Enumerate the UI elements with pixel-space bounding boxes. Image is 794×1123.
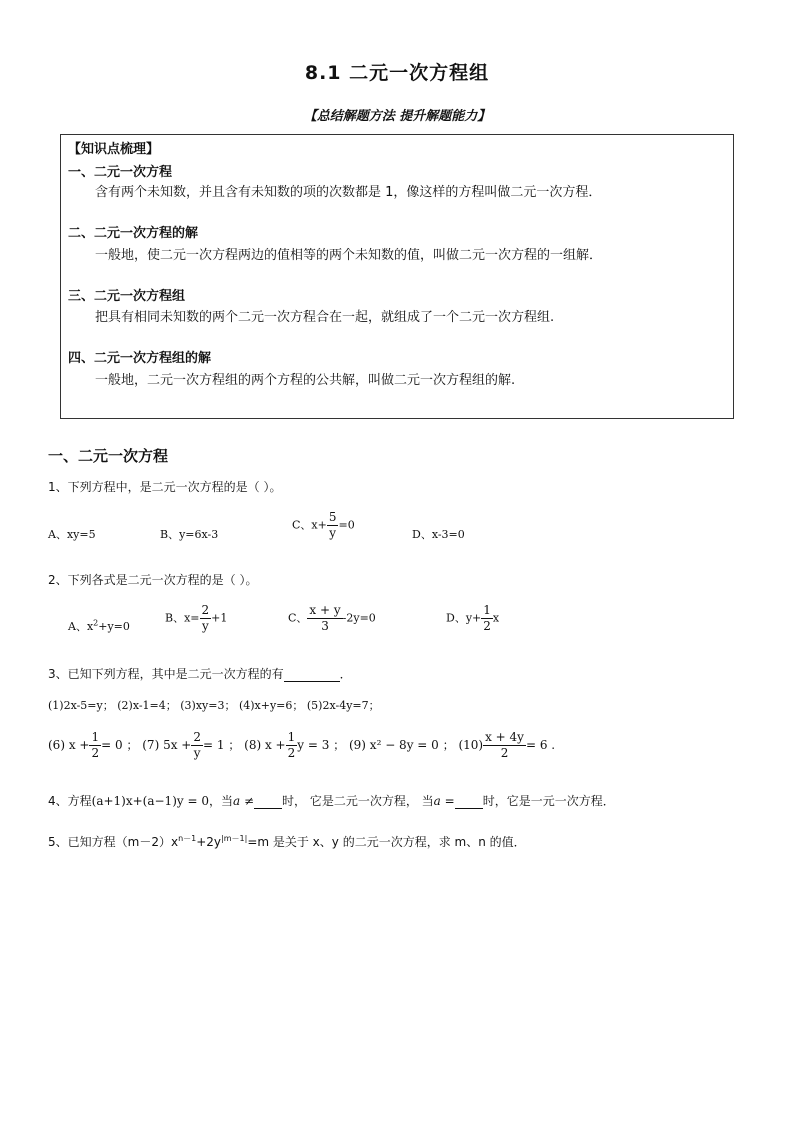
q1-c-pre: C、x+ <box>292 518 327 532</box>
q2-c-fraction <box>307 603 342 634</box>
q2-d-den: 2 <box>483 619 491 633</box>
q2-d-post: x <box>492 611 500 625</box>
question-1-stem: 1、下列方程中，是二元一次方程的是（ ）。 <box>48 480 282 494</box>
q3-e8-pre: (8) x + <box>244 738 286 752</box>
page-title: 8.1 二元一次方程组 <box>304 62 490 84</box>
q2-d-fraction <box>481 603 493 634</box>
q3-e8-fraction <box>286 730 298 761</box>
q4-cond-2: a = <box>433 794 455 808</box>
q1-option-a: A、xy=5 <box>48 528 96 541</box>
q2-b-num: 2 <box>201 603 210 617</box>
q3-e10-fraction <box>483 730 526 761</box>
q3-e10-pre: (10) <box>458 738 484 752</box>
knowledge-heading-4: 四、二元一次方程组的解 <box>68 351 212 366</box>
q2-option-d <box>446 603 499 634</box>
q5-exponent-2: |m－1| <box>221 834 248 843</box>
q3-e10-den: 2 <box>500 746 509 760</box>
question-5 <box>48 833 526 850</box>
q3-e7-pre: (7) 5x + <box>142 738 192 752</box>
knowledge-text-3: 把具有相同未知数的两个二元一次方程合在一起，就组成了一个二元一次方程组. <box>95 310 555 325</box>
q3-e7-den: y <box>193 746 201 760</box>
q4-p4: 时，它是一元一次方程． <box>482 794 615 808</box>
knowledge-text-2: 一般地，使二元一次方程两边的值相等的两个未知数的值，叫做二元一次方程的一组解． <box>95 248 603 263</box>
q3-e7-num: 2 <box>193 730 201 744</box>
q4-p1: 4、方程 <box>48 794 92 808</box>
q1-option-d: D、x-3=0 <box>412 528 465 541</box>
q2-d-pre: D、y+ <box>446 611 482 625</box>
knowledge-heading-2: 二、二元一次方程的解 <box>68 226 199 241</box>
q3-e6-fraction <box>89 730 101 761</box>
q3-stem-text: 3、已知下列方程，其中是二元一次方程的有 <box>48 667 284 681</box>
section-heading-1: 一、二元一次方程 <box>48 447 169 465</box>
q3-e7 <box>142 730 241 760</box>
q2-b-den: y <box>201 619 209 633</box>
q4-cond-1: a ≠ <box>233 794 255 808</box>
q3-e6-post: = 0 ； <box>101 738 139 752</box>
q1-c-num: 5 <box>328 510 337 524</box>
q1-c-fraction <box>327 510 339 541</box>
q5-exponent-1: n－1 <box>178 834 197 843</box>
q1-option-c <box>292 510 355 541</box>
q4-p2: ，当 <box>208 794 233 808</box>
q5-p2: +2y <box>196 835 222 849</box>
q2-c-pre: C、 <box>288 611 308 625</box>
q3-stem-end: ． <box>339 667 352 681</box>
q3-e6-pre: (6) x + <box>48 738 90 752</box>
q3-e9: (9) x² − 8y = 0 ； <box>348 738 455 752</box>
q3-e6-den: 2 <box>91 746 100 760</box>
page-subtitle: 【总结解题方法 提升解题能力】 <box>303 109 491 124</box>
q3-equations-line-1: (1)2x-5=y； (2)x-1=4； (3)xy=3； (4)x+y=6； (5)2x-4y=7； <box>48 699 380 712</box>
q2-a-post: +y=0 <box>98 620 130 633</box>
q3-e10-post: = 6 . <box>525 738 556 752</box>
q3-e6 <box>48 730 139 760</box>
q4-p3: 时， 它是二元一次方程， 当 <box>282 794 434 808</box>
q2-c-den: 3 <box>321 619 329 633</box>
question-2-stem: 2、下列各式是二元一次方程的是（ ）。 <box>48 573 258 587</box>
q3-e10-num: x + 4y <box>485 730 524 744</box>
q3-e10 <box>458 730 556 760</box>
q4-equation: (a+1)x+(a−1)y = 0 <box>91 794 209 808</box>
q4-blank-2 <box>455 794 483 809</box>
q2-option-c <box>288 603 376 634</box>
q3-equations-line-2 <box>48 730 555 761</box>
question-4 <box>48 792 615 809</box>
question-3-stem <box>48 665 352 682</box>
q4-blank-1 <box>254 794 282 809</box>
q3-answer-blank <box>284 667 340 682</box>
knowledge-heading-1: 一、二元一次方程 <box>68 165 173 180</box>
q3-e8 <box>244 730 346 760</box>
q1-option-b: B、y=6x-3 <box>160 528 219 541</box>
q3-e8-den: 2 <box>287 746 296 760</box>
q2-b-pre: B、x= <box>165 611 200 625</box>
q2-b-fraction <box>200 603 212 634</box>
q2-c-num: x + y <box>309 603 341 617</box>
q2-c-post: -2y=0 <box>342 611 376 625</box>
q2-option-b <box>165 603 227 634</box>
q5-p3: =m 是关于 x、y 的二元一次方程，求 m、n 的值． <box>247 835 526 849</box>
q2-a-sup: 2 <box>93 618 99 628</box>
knowledge-text-4: 一般地，二元一次方程组的两个方程的公共解，叫做二元一次方程组的解. <box>95 373 516 388</box>
q2-b-post: +1 <box>211 611 228 625</box>
knowledge-text-1: 含有两个未知数，并且含有未知数的项的次数都是 1，像这样的方程叫做二元一次方程． <box>95 185 602 200</box>
q1-c-den: y <box>329 526 337 540</box>
q5-p1: 5、已知方程（m－2）x <box>48 835 179 849</box>
q3-e8-num: 1 <box>287 730 296 744</box>
knowledge-header: 【知识点梳理】 <box>68 142 160 157</box>
q2-option-a <box>68 618 130 634</box>
q2-a-pre: A、x <box>68 620 94 633</box>
q3-e7-fraction <box>191 730 203 761</box>
q1-c-post: =0 <box>338 518 355 532</box>
q2-d-num: 1 <box>483 603 491 617</box>
q3-e6-num: 1 <box>91 730 100 744</box>
q3-e8-post: y = 3 ； <box>297 738 346 752</box>
q3-e7-post: = 1 ； <box>202 738 241 752</box>
knowledge-heading-3: 三、二元一次方程组 <box>68 289 186 304</box>
